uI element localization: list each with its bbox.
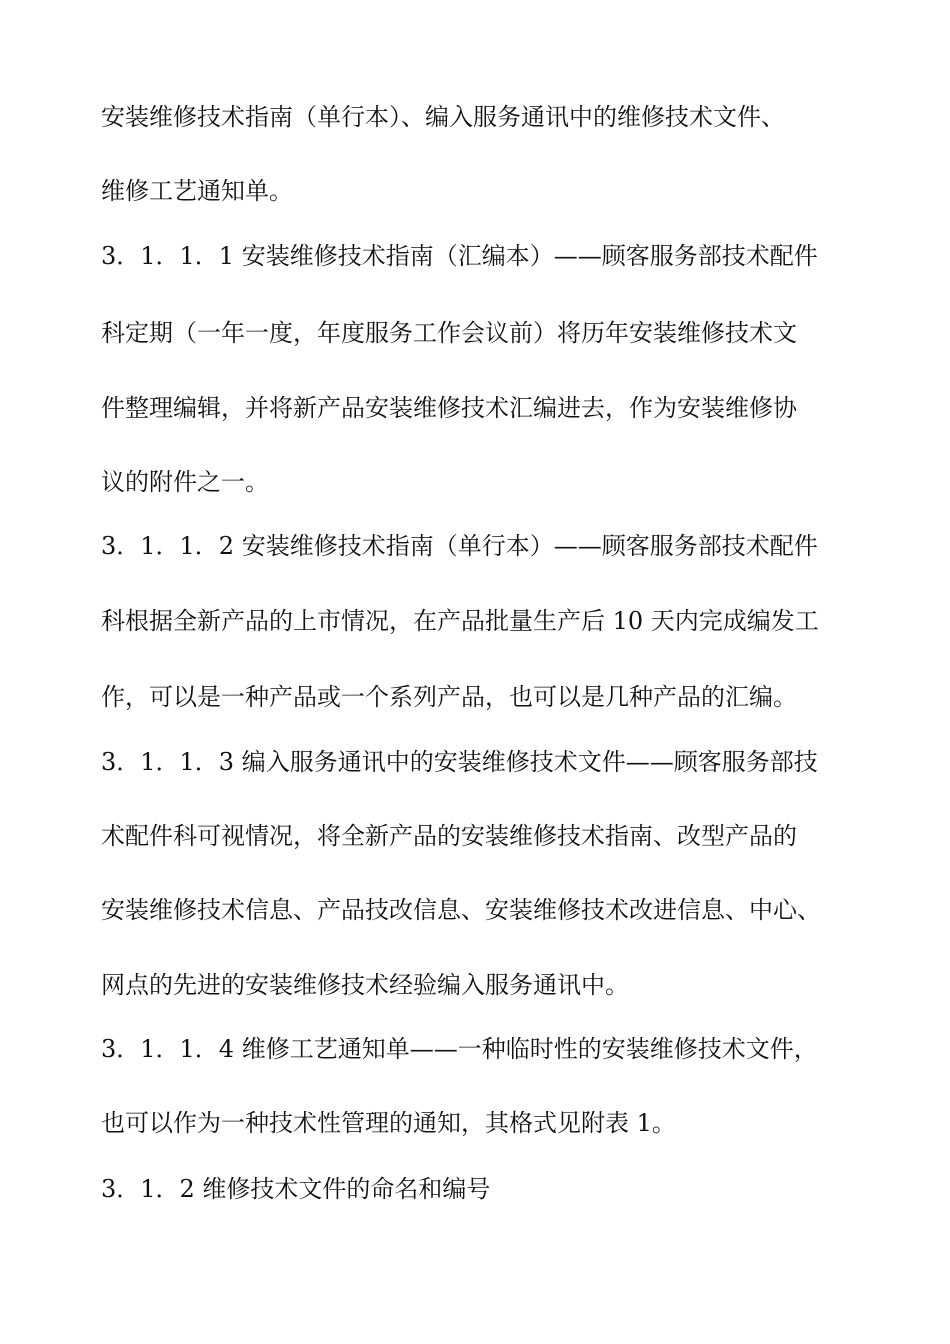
text-line: 作，可以是一种产品或一个系列产品，也可以是几种产品的汇编。 <box>101 683 797 711</box>
text-line: 术配件科可视情况，将全新产品的安装维修技术指南、改型产品的 <box>101 822 797 850</box>
text-line: 安装维修技术指南（单行本）、编入服务通讯中的维修技术文件、 <box>101 103 785 131</box>
text-line: 科根据全新产品的上市情况，在产品批量生产后 10 天内完成编发工 <box>101 607 819 635</box>
section-heading-3-1-1-3: 3．1．1．3 编入服务通讯中的安装维修技术文件——顾客服务部技 <box>101 748 818 776</box>
section-heading-3-1-2: 3．1．2 维修技术文件的命名和编号 <box>101 1175 491 1203</box>
text-line: 科定期（一年一度，年度服务工作会议前）将历年安装维修技术文 <box>101 319 797 347</box>
text-line: 网点的先进的安装维修技术经验编入服务通讯中。 <box>101 971 629 999</box>
section-heading-3-1-1-1: 3．1．1．1 安装维修技术指南（汇编本）——顾客服务部技术配件 <box>101 242 818 270</box>
text-line: 议的附件之一。 <box>101 468 269 496</box>
text-line: 维修工艺通知单。 <box>101 177 293 205</box>
text-line: 安装维修技术信息、产品技改信息、安装维修技术改进信息、中心、 <box>101 896 821 924</box>
section-heading-3-1-1-4: 3．1．1．4 维修工艺通知单——一种临时性的安装维修技术文件， <box>101 1035 818 1063</box>
section-heading-3-1-1-2: 3．1．1．2 安装维修技术指南（单行本）——顾客服务部技术配件 <box>101 532 818 560</box>
text-line: 件整理编辑，并将新产品安装维修技术汇编进去，作为安装维修协 <box>101 394 797 422</box>
text-line: 也可以作为一种技术性管理的通知，其格式见附表 1。 <box>101 1109 676 1137</box>
